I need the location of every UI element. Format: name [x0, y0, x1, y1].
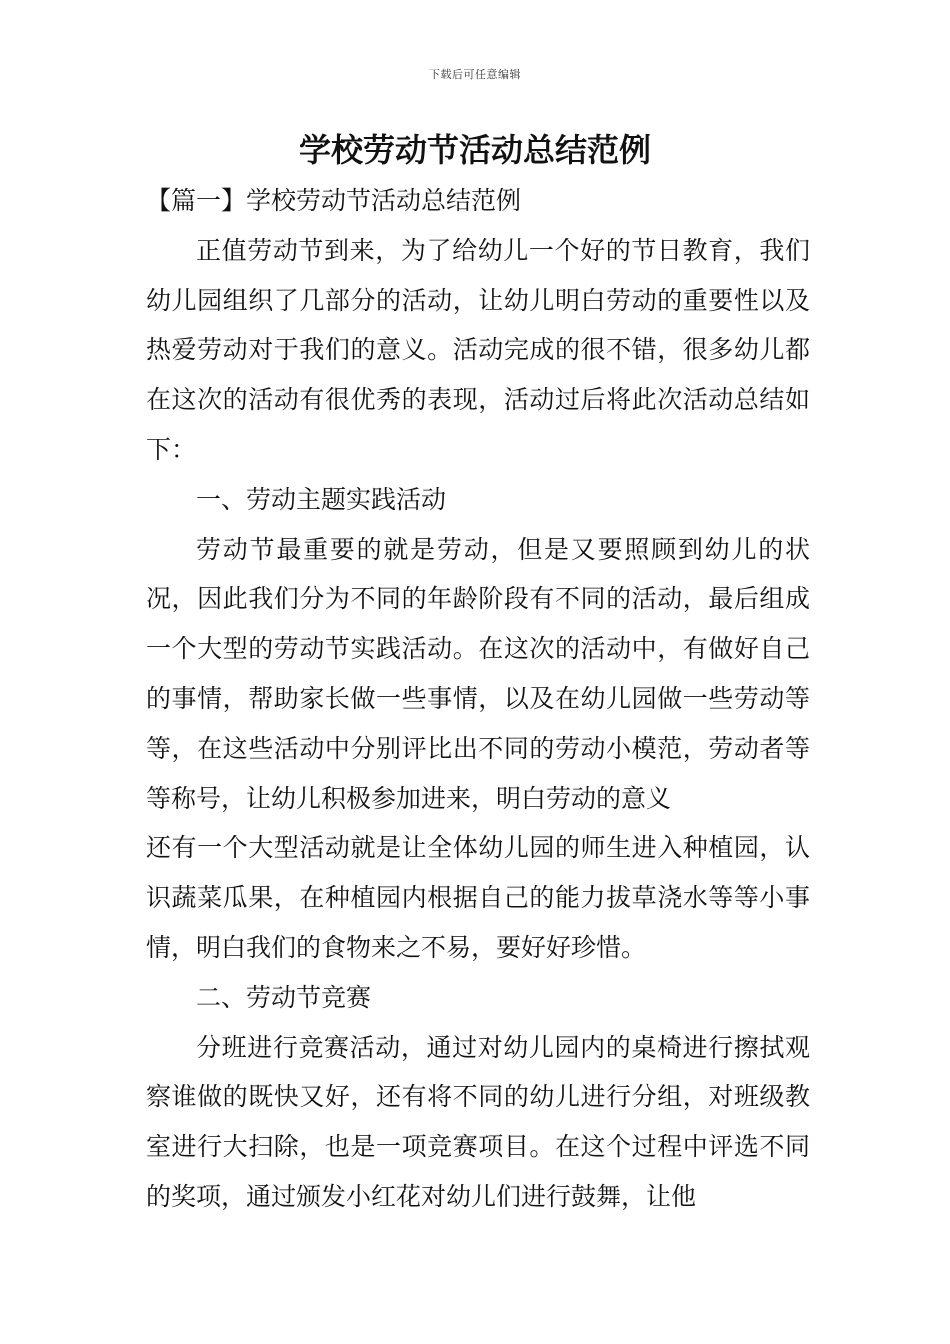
subheading-competition: 二、劳动节竞赛 [196, 982, 372, 1012]
subheading-practice: 一、劳动主题实践活动 [196, 484, 447, 514]
paragraph-practice: 劳动节最重要的就是劳动，但是又要照顾到幼儿的状况，因此我们分为不同的年龄阶段有不同的活动，最后组成一个大型的劳动节实践活动。在这次的活动中，有做好自己的事情，帮助家长做一些事情，以及在幼儿园做一些劳动等等，在这些活动中分别评比出不同的劳动小模范，劳动者等等称号，让幼儿积极参加进来，明白劳动的意义 [146, 534, 810, 813]
paragraph-competition: 分班进行竞赛活动，通过对幼儿园内的桌椅进行擦拭观察谁做的既快又好，还有将不同的幼儿进行分组，对班级教室进行大扫除，也是一项竞赛项目。在这个过程中评选不同的奖项，通过颁发小红花对幼儿们进行鼓舞，让他 [146, 1032, 810, 1211]
document-body [146, 176, 810, 1222]
section-heading: 【篇一】学校劳动节活动总结范例 [146, 186, 522, 215]
header-note: 下载后可任意编辑 [429, 68, 521, 81]
paragraph-planting: 还有一个大型活动就是让全体幼儿园的师生进入种植园，认识蔬菜瓜果，在种植园内根据自己的能力拔草浇水等等小事情，明白我们的食物来之不易，要好好珍惜。 [146, 833, 810, 962]
document-title: 学校劳动节活动总结范例 [298, 131, 651, 169]
paragraph-intro: 正值劳动节到来，为了给幼儿一个好的节日教育，我们幼儿园组织了几部分的活动，让幼儿明白劳动的重要性以及热爱劳动对于我们的意义。活动完成的很不错，很多幼儿都在这次的活动有很优秀的表现，活动过后将此次活动总结如下： [146, 235, 810, 464]
